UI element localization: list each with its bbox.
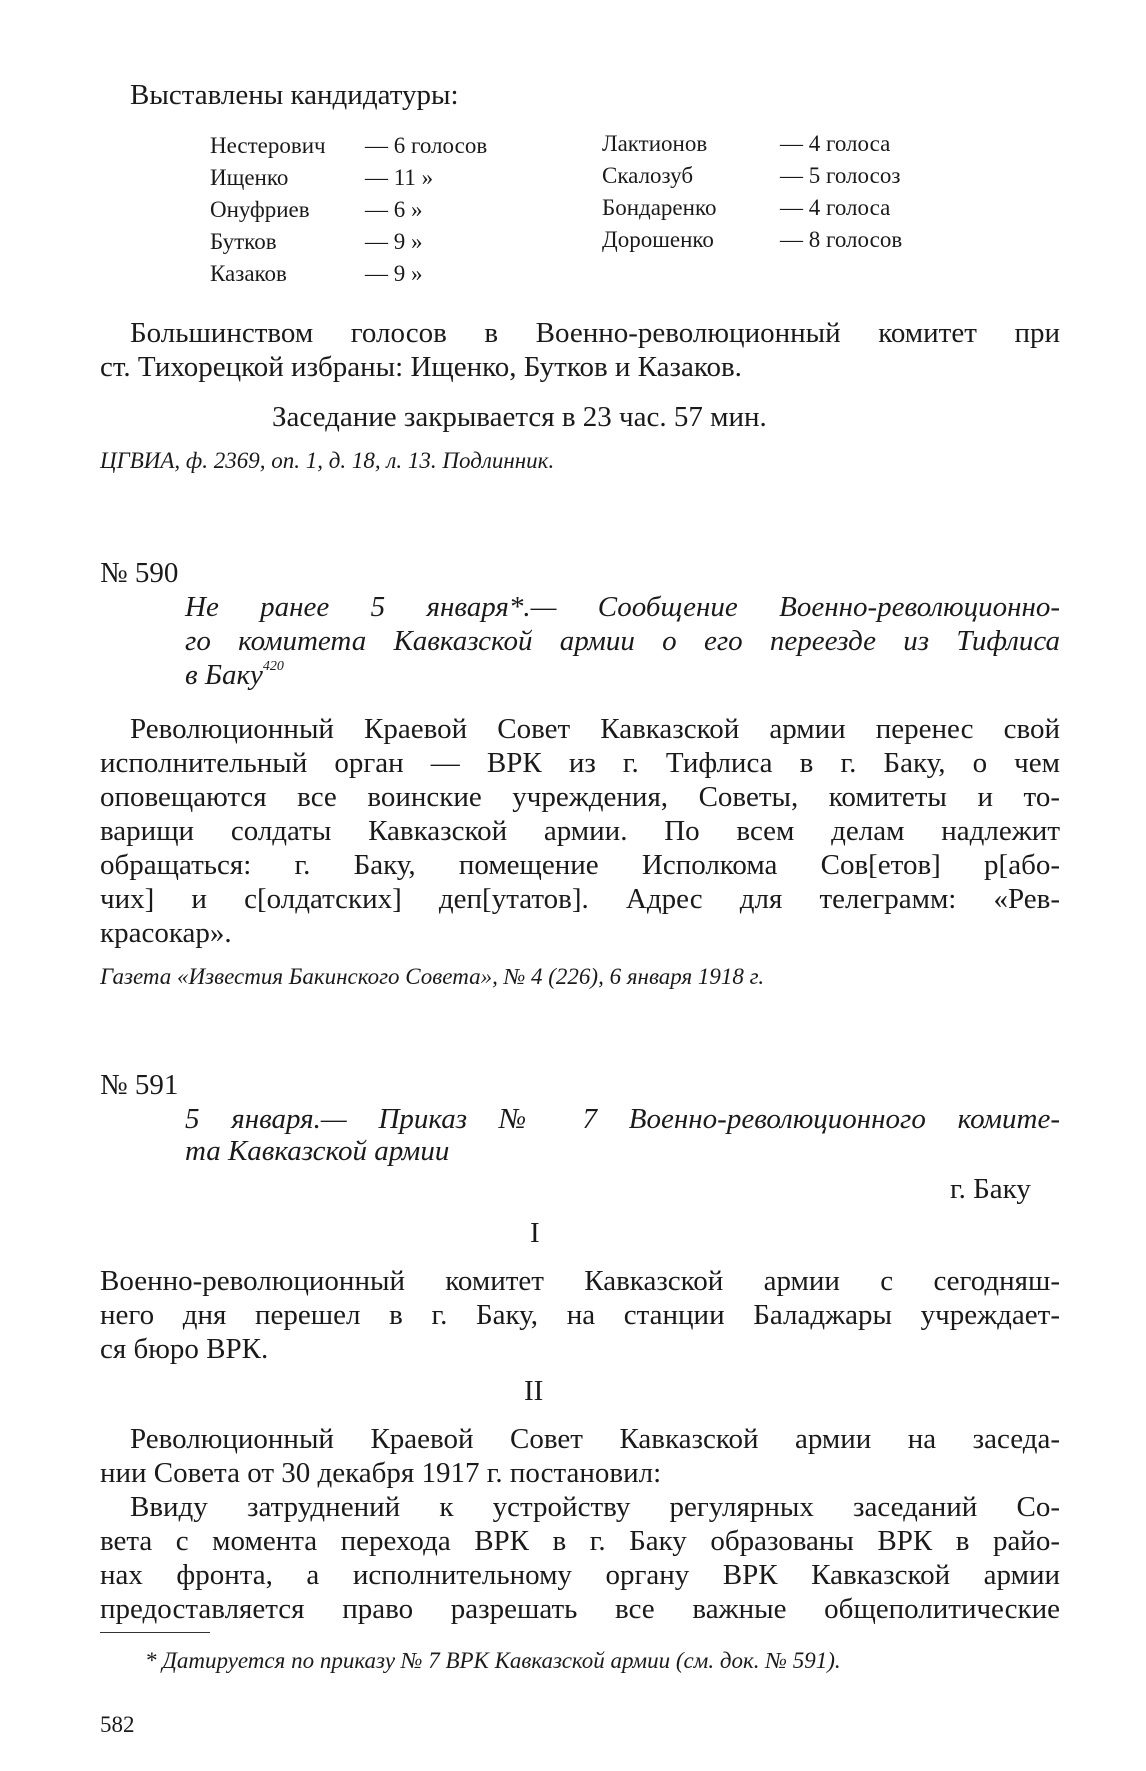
candidate-votes: — 5 голосоз	[780, 163, 901, 188]
candidate-votes: — 6 »	[365, 197, 423, 222]
section-2-line: Ввиду затруднений к устройству регулярных заседаний Со-	[130, 1491, 1060, 1523]
section-1-line: него дня перешел в г. Баку, на станции Баладжары учреждает-	[100, 1299, 1060, 1331]
archive-source: ЦГВИА, ф. 2369, оп. 1, д. 18, л. 13. Подлинник.	[100, 448, 555, 473]
footnote: * Датируется по приказу № 7 ВРК Кавказской армии (см. док. № 591).	[145, 1648, 841, 1673]
doc-590-note-ref: 420	[262, 659, 284, 674]
doc-590-number: № 590	[100, 557, 179, 589]
doc-591-title-line: 5 января.— Приказ № 7 Военно-революционного комите-	[185, 1103, 1060, 1135]
candidate-votes: — 4 голоса	[780, 131, 891, 156]
doc-590-title-line: го комитета Кавказской армии о его переезде из Тифлиса	[185, 625, 1060, 657]
candidate-name: Бондаренко	[602, 195, 717, 220]
section-numeral: I	[530, 1217, 540, 1249]
doc-590-body-line: Революционный Краевой Совет Кавказской армии перенес свой	[130, 713, 1060, 745]
candidate-votes: — 9 »	[365, 261, 423, 286]
result-line: ст. Тихорецкой избраны: Ищенко, Бутков и Казаков.	[100, 351, 742, 383]
doc-591-title-line: та Кавказской армии	[185, 1135, 450, 1167]
doc-590-title-line: Не ранее 5 января*.— Сообщение Военно-революционно-	[185, 591, 1060, 623]
doc-590-body-line: обращаться: г. Баку, помещение Исполкома Сов[етов] р[або-	[100, 849, 1060, 881]
candidate-name: Бутков	[210, 229, 277, 254]
doc-591-number: № 591	[100, 1069, 179, 1101]
section-2-line: предоставляется право разрешать все важные общеполитические	[100, 1593, 1060, 1625]
candidate-votes: — 8 голосов	[780, 227, 903, 252]
candidate-name: Казаков	[210, 261, 287, 286]
section-2-line: Революционный Краевой Совет Кавказской армии на заседа-	[130, 1423, 1060, 1455]
candidate-name: Ищенко	[210, 165, 289, 190]
section-2-line: нах фронта, а исполнительному органу ВРК Кавказской армии	[100, 1559, 1060, 1591]
doc-590-title-line: в Баку	[185, 659, 263, 691]
footnote-rule	[100, 1632, 210, 1633]
candidate-name: Скалозуб	[602, 163, 694, 188]
doc-590-body-line: варищи солдаты Кавказской армии. По всем делам надлежит	[100, 815, 1060, 847]
doc-590-body-line: исполнительный орган — ВРК из г. Тифлиса в г. Баку, о чем	[100, 747, 1060, 779]
section-numeral: II	[524, 1375, 544, 1407]
section-2-line: нии Совета от 30 декабря 1917 г. постановил:	[100, 1457, 662, 1489]
doc-591-place: г. Баку	[950, 1173, 1031, 1205]
candidates-heading: Выставлены кандидатуры:	[130, 79, 459, 111]
section-2-line: вета с момента перехода ВРК в г. Баку образованы ВРК в райо-	[100, 1525, 1060, 1557]
doc-590-body-line: оповещаются все воинские учреждения, Советы, комитеты и то-	[100, 781, 1060, 813]
page-number: 582	[100, 1712, 135, 1737]
candidate-votes: — 6 голосов	[365, 133, 488, 158]
candidate-name: Онуфриев	[210, 197, 310, 222]
candidate-name: Лактионов	[602, 131, 708, 156]
section-1-line: Военно-революционный комитет Кавказской армии с сегодняш-	[100, 1265, 1060, 1297]
candidate-votes: — 9 »	[365, 229, 423, 254]
result-line: Большинством голосов в Военно-революционный комитет при	[130, 317, 1060, 349]
candidate-name: Дорошенко	[602, 227, 714, 252]
closing-line: Заседание закрывается в 23 час. 57 мин.	[272, 401, 767, 433]
candidate-votes: — 11 »	[365, 165, 434, 190]
candidate-votes: — 4 голоса	[780, 195, 891, 220]
doc-590-body-line: красокар».	[100, 917, 232, 949]
section-1-line: ся бюро ВРК.	[100, 1333, 269, 1365]
doc-590-source: Газета «Известия Бакинского Совета», № 4 (226), 6 января 1918 г.	[100, 964, 765, 989]
doc-590-body-line: чих] и с[олдатских] деп[утатов]. Адрес для телеграмм: «Рев-	[100, 883, 1060, 915]
candidate-name: Нестерович	[210, 133, 326, 158]
